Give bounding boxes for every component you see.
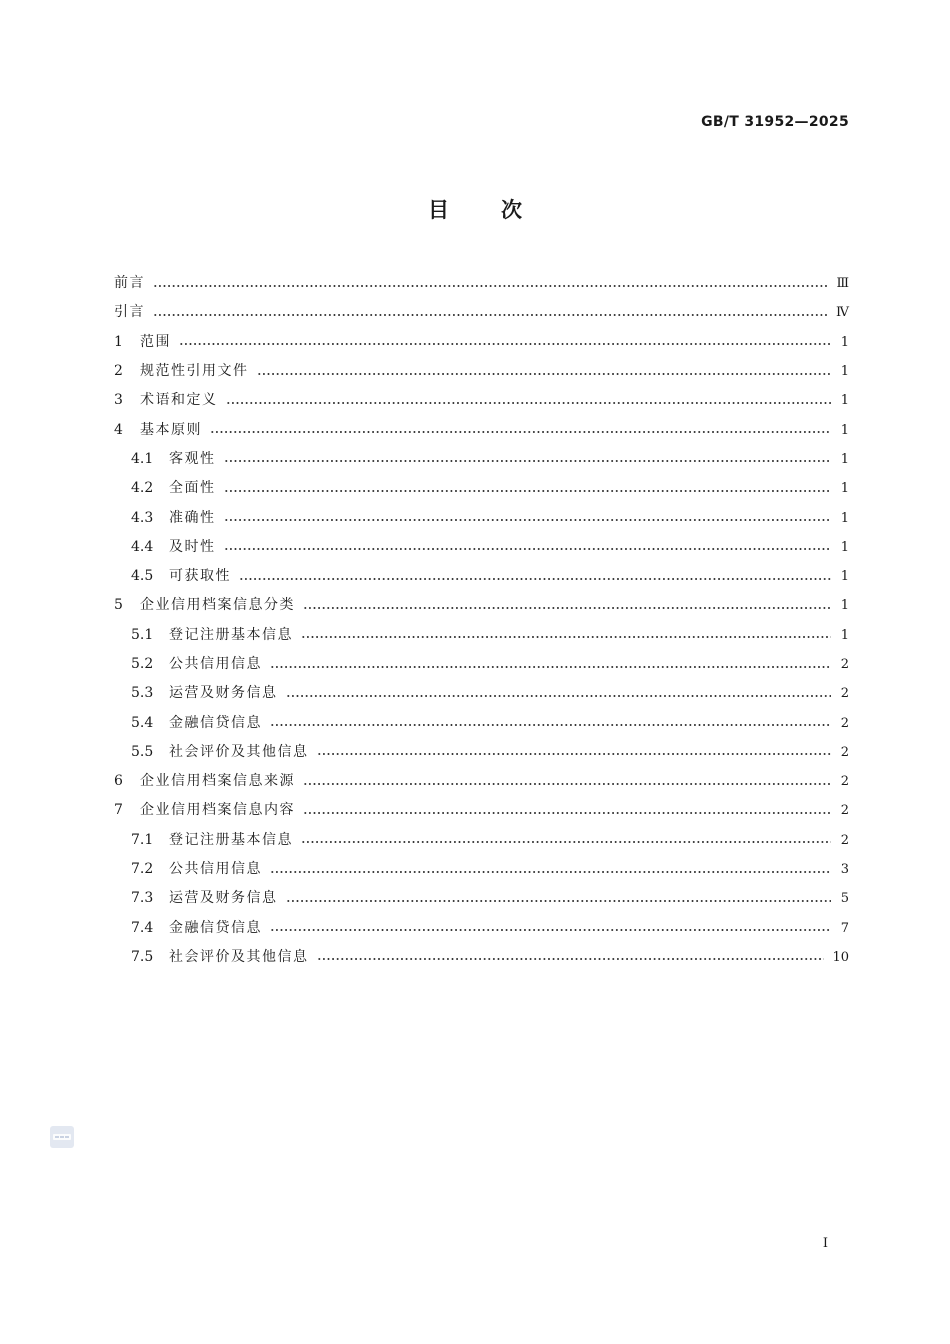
toc-entry-number: 4.5	[131, 568, 154, 585]
toc-entry[interactable]	[114, 269, 849, 298]
toc-entry-label: 全面性	[169, 480, 216, 497]
toc-title	[0, 194, 950, 224]
toc-entry[interactable]	[114, 562, 849, 591]
toc-entry[interactable]	[114, 415, 849, 444]
toc-entry-page: 1	[840, 481, 849, 497]
toc-entry-number: 5.4	[131, 714, 154, 731]
toc-entry[interactable]	[114, 767, 849, 796]
toc-dot-leader	[210, 431, 831, 433]
standard-number: GB/T 31952—2025	[701, 114, 849, 130]
toc-dot-leader	[226, 402, 832, 404]
toc-dot-leader	[153, 285, 828, 287]
toc-entry-number: 5.3	[131, 685, 154, 702]
toc-entry-number: 7.1	[131, 831, 154, 848]
toc-entry[interactable]	[114, 386, 849, 415]
toc-entry[interactable]	[114, 943, 849, 972]
toc-entry[interactable]	[114, 298, 849, 327]
toc-entry-label: 术语和定义	[140, 392, 218, 409]
page-number: I	[822, 1236, 828, 1251]
toc-entry-label: 社会评价及其他信息	[169, 743, 309, 760]
toc-entry[interactable]	[114, 826, 849, 855]
toc-title-second: 次	[501, 198, 522, 222]
toc-dot-leader	[303, 812, 831, 814]
toc-entry-number: 6	[114, 773, 123, 790]
toc-entry-page: 1	[840, 510, 849, 526]
toc-entry-number: 2	[114, 363, 123, 380]
toc-entry[interactable]	[114, 884, 849, 913]
toc-dot-leader	[224, 548, 832, 550]
toc-entry-label: 登记注册基本信息	[169, 831, 293, 848]
toc-entry-number: 5	[114, 597, 123, 614]
toc-entry-label: 引言	[114, 304, 145, 321]
toc-entry-label: 企业信用档案信息分类	[140, 597, 295, 614]
sac-watermark-logo	[50, 1126, 74, 1148]
toc-dot-leader	[224, 519, 832, 521]
toc-entry[interactable]	[114, 708, 849, 737]
toc-entry-page: 1	[840, 539, 849, 555]
toc-entry[interactable]	[114, 738, 849, 767]
toc-dot-leader	[317, 753, 832, 755]
toc-entry-page: 2	[840, 657, 849, 672]
toc-dot-leader	[270, 871, 831, 873]
toc-entry-number: 4.2	[131, 480, 154, 497]
toc-entry-number: 4.3	[131, 509, 154, 526]
toc-entry-label: 运营及财务信息	[169, 685, 278, 702]
toc-entry-label: 公共信用信息	[169, 861, 262, 878]
toc-entry-number: 3	[114, 392, 123, 409]
toc-entry-page: 2	[840, 803, 849, 819]
toc-dot-leader	[224, 490, 832, 492]
toc-dot-leader	[286, 900, 832, 902]
toc-entry-label: 可获取性	[169, 568, 231, 585]
toc-entry-number: 7	[114, 802, 123, 819]
toc-entry-page: 2	[840, 744, 849, 760]
toc-dot-leader	[286, 695, 832, 697]
toc-entry-page: 1	[840, 422, 849, 438]
toc-entry-page: 7	[840, 920, 849, 936]
toc-entry-number: 4.4	[131, 538, 154, 555]
toc-dot-leader	[179, 343, 831, 345]
toc-entry-number: 5.5	[131, 743, 154, 760]
toc-entry-number: 4	[114, 421, 123, 438]
toc-entry-page: 1	[840, 598, 849, 614]
toc-entry[interactable]	[114, 914, 849, 943]
toc-entry-page: Ⅲ	[836, 276, 849, 292]
toc-entry[interactable]	[114, 357, 849, 386]
toc-entry-page: 2	[840, 832, 849, 848]
toc-entry-label: 范围	[140, 333, 171, 350]
toc-dot-leader	[224, 460, 832, 462]
toc-entry-label: 运营及财务信息	[169, 890, 278, 907]
toc-entry[interactable]	[114, 533, 849, 562]
toc-entry-page: 1	[840, 364, 849, 380]
toc-entry-label: 企业信用档案信息来源	[140, 773, 295, 790]
toc-entry[interactable]	[114, 445, 849, 474]
toc-entry-label: 准确性	[169, 509, 216, 526]
toc-entry-number: 4.1	[131, 450, 154, 467]
toc-entry-page: 3	[840, 862, 849, 878]
toc-entry-number: 5.2	[131, 656, 154, 672]
toc-dot-leader	[301, 841, 831, 843]
toc-entry-page: 2	[840, 774, 849, 790]
toc-entry-page: 2	[840, 715, 849, 731]
toc-entry-label: 金融信贷信息	[169, 714, 262, 731]
toc-entry[interactable]	[114, 474, 849, 503]
toc-entry-page: 1	[840, 393, 849, 409]
toc-entry-label: 基本原则	[140, 421, 202, 438]
toc-dot-leader	[153, 314, 828, 316]
toc-entry-number: 5.1	[131, 626, 154, 643]
toc-entry[interactable]	[114, 650, 849, 679]
toc-entry-page: 1	[840, 334, 849, 350]
toc-entry[interactable]	[114, 328, 849, 357]
toc-dot-leader	[257, 373, 832, 375]
toc-dot-leader	[270, 929, 831, 931]
toc-entry-number: 7.4	[131, 919, 154, 936]
toc-entry-label: 登记注册基本信息	[169, 626, 293, 643]
toc-entry-page: 10	[832, 949, 849, 965]
toc-entry-label: 公共信用信息	[169, 656, 262, 672]
toc-entry-label: 及时性	[169, 538, 216, 555]
toc-entry-number: 7.3	[131, 890, 154, 907]
toc-entry[interactable]	[114, 503, 849, 532]
toc-entry-number: 1	[114, 333, 123, 350]
toc-entry[interactable]	[114, 621, 849, 650]
toc-entry-page: Ⅳ	[836, 305, 849, 321]
toc-entry-page: 1	[840, 451, 849, 467]
toc-entry-page: 1	[840, 627, 849, 643]
toc-dot-leader	[303, 783, 831, 785]
toc-dot-leader	[270, 724, 831, 726]
toc-entry[interactable]	[114, 679, 849, 708]
toc-entry[interactable]	[114, 591, 849, 620]
table-of-contents	[114, 269, 849, 972]
toc-entry-label: 企业信用档案信息内容	[140, 802, 295, 819]
toc-entry-label: 社会评价及其他信息	[169, 948, 309, 965]
toc-entry-number: 7.2	[131, 861, 154, 878]
toc-entry-page: 2	[840, 686, 849, 702]
toc-dot-leader	[303, 607, 831, 609]
toc-entry[interactable]	[114, 796, 849, 825]
toc-entry-label: 规范性引用文件	[140, 363, 249, 380]
toc-entry-label: 前言	[114, 275, 145, 292]
toc-entry-page: 5	[840, 891, 849, 907]
toc-title-first: 目	[428, 198, 449, 222]
sac-logo-icon	[52, 1131, 72, 1143]
toc-entry-label: 金融信贷信息	[169, 919, 262, 936]
toc-entry-label: 客观性	[169, 450, 216, 467]
toc-entry[interactable]	[114, 855, 849, 884]
toc-entry-number: 7.5	[131, 948, 154, 965]
toc-entry-page: 1	[840, 569, 849, 585]
toc-dot-leader	[301, 636, 831, 638]
toc-dot-leader	[239, 578, 831, 580]
toc-dot-leader	[270, 666, 831, 668]
toc-dot-leader	[317, 958, 825, 960]
